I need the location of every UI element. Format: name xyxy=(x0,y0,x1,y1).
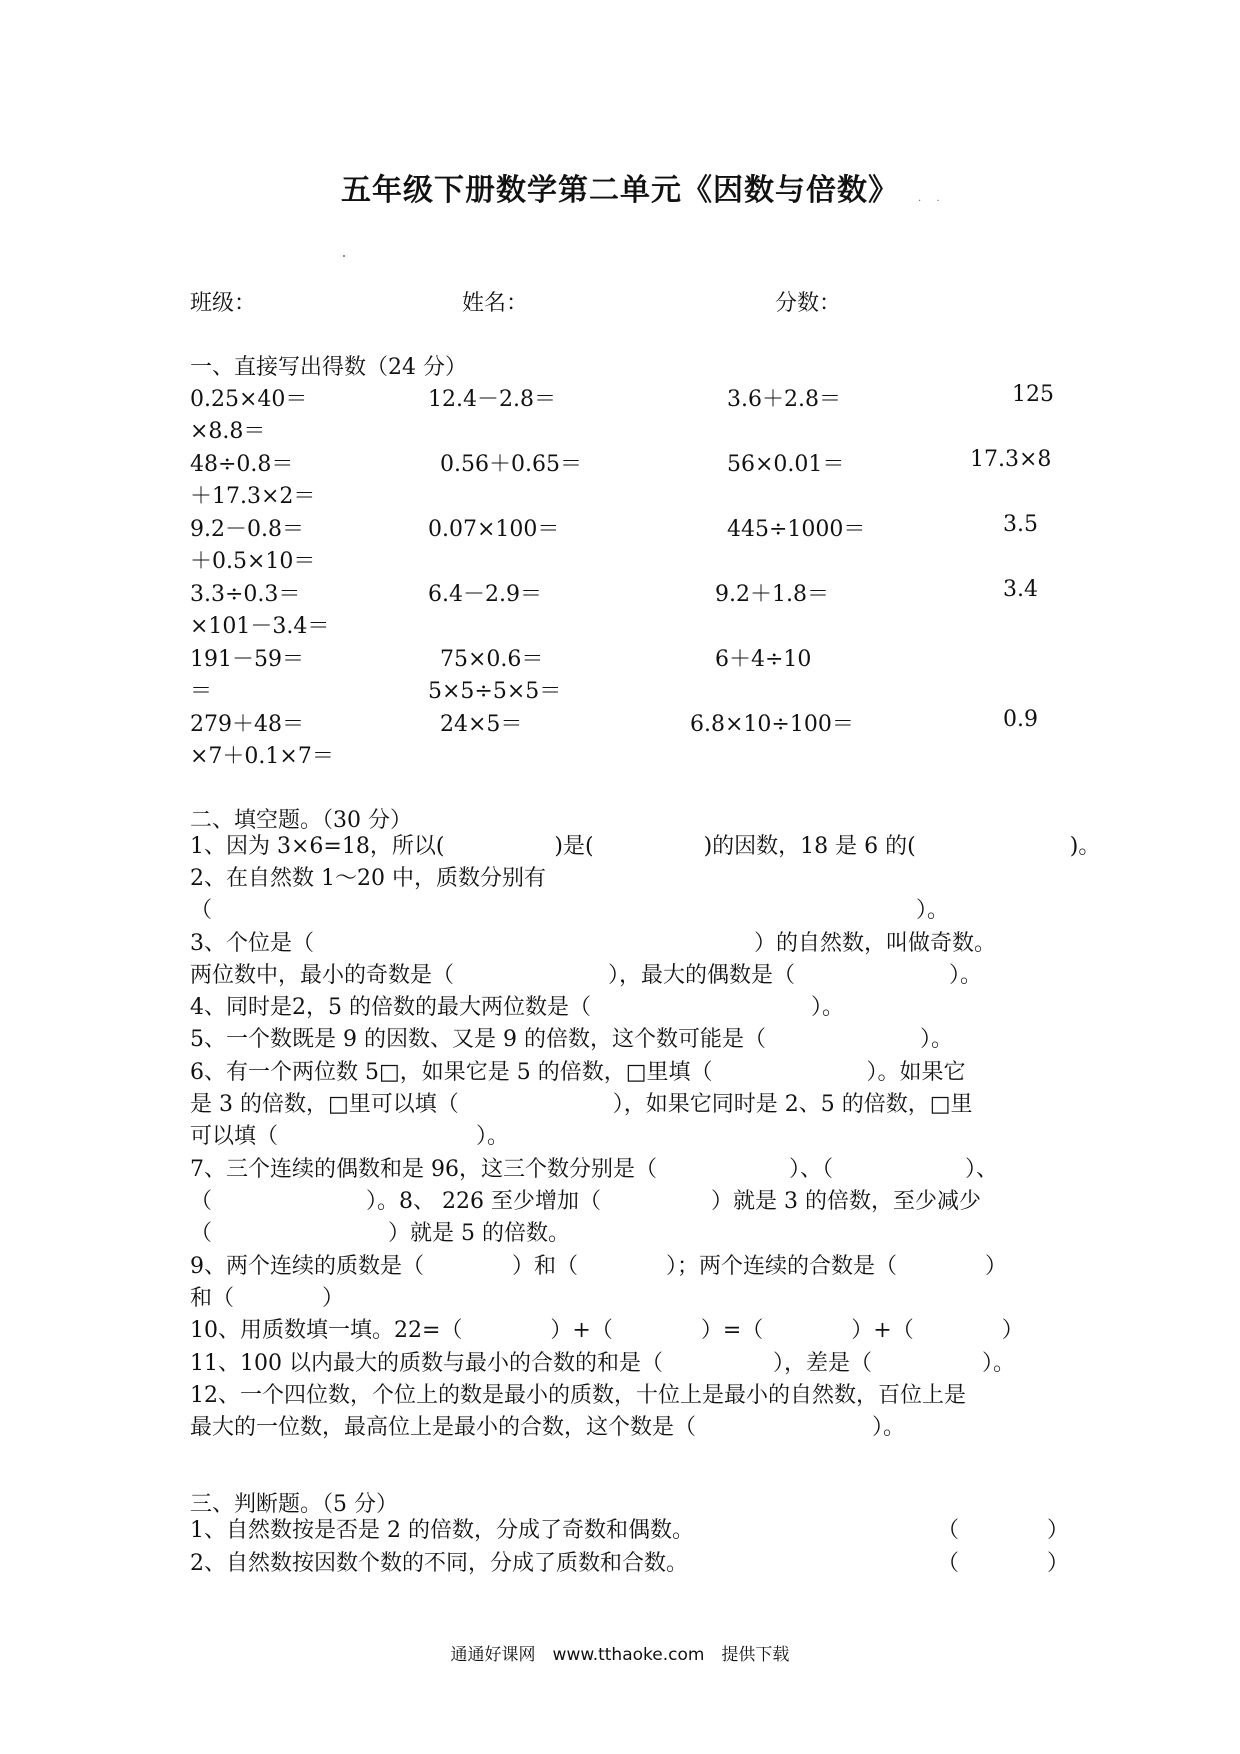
name-field-label: 姓名： xyxy=(462,291,529,316)
calc-item: 6＋4÷10 xyxy=(715,647,812,672)
calc-item: 48÷0.8＝ xyxy=(190,452,294,477)
calc-item-wrap: ＋0.5×10＝ xyxy=(190,549,316,574)
question-line: 和（ ） xyxy=(190,1286,345,1311)
question-line: 2、在自然数 1～20 中，质数分别有 xyxy=(190,866,546,891)
calc-item: 5×5÷5×5＝ xyxy=(428,679,562,704)
calc-item: 17.3×8 xyxy=(970,447,1052,472)
title-dots: . . xyxy=(918,193,946,204)
calc-item: 445÷1000＝ xyxy=(727,517,866,542)
calc-item-wrap: ＝ xyxy=(190,679,213,704)
question-line: 4、同时是2，5 的倍数的最大两位数是（ ）。 xyxy=(190,995,844,1020)
question-line: 1、因为 3×6=18，所以( )是( )的因数，18 是 6 的( )。 xyxy=(190,834,1101,859)
question-line: 3、个位是（ ）的自然数，叫做奇数。 xyxy=(190,931,996,956)
calc-item: 6.8×10÷100＝ xyxy=(690,712,854,737)
calc-item-wrap: ×101－3.4＝ xyxy=(190,614,330,639)
judgment-item-text: 1、自然数按是否是 2 的倍数，分成了奇数和偶数。 xyxy=(190,1518,694,1543)
calc-item: 56×0.01＝ xyxy=(727,452,845,477)
question-line: （ ）就是 5 的倍数。 xyxy=(190,1221,570,1246)
question-line: 5、一个数既是 9 的因数、又是 9 的倍数，这个数可能是（ ）。 xyxy=(190,1027,953,1052)
calc-item: 3.4 xyxy=(1003,577,1038,602)
class-field-label: 班级： xyxy=(190,291,257,316)
judgment-answer-bracket: （ ） xyxy=(937,1518,1070,1543)
section-heading-fill-in: 二、填空题。（30 分） xyxy=(190,808,412,833)
question-line: 12、一个四位数，个位上的数是最小的质数，十位上是最小的自然数，百位上是 xyxy=(190,1383,966,1408)
calc-item: 3.5 xyxy=(1003,512,1038,537)
judgment-answer-bracket: （ ） xyxy=(937,1551,1070,1576)
calc-item: 12.4－2.8＝ xyxy=(428,387,556,412)
calc-item-wrap: ×8.8＝ xyxy=(190,419,266,444)
question-line: 6、有一个两位数 5□，如果它是 5 的倍数，□里填（ ）。如果它 xyxy=(190,1060,966,1085)
calc-item-wrap: ＋17.3×2＝ xyxy=(190,484,316,509)
question-line: 最大的一位数，最高位上是最小的合数，这个数是（ ）。 xyxy=(190,1415,906,1440)
question-line: （ ）。 xyxy=(190,898,950,923)
calc-item: 3.3÷0.3＝ xyxy=(190,582,301,607)
calc-item: 0.56＋0.65＝ xyxy=(440,452,582,477)
section-heading-true-false: 三、判断题。（5 分） xyxy=(190,1492,398,1517)
calc-item: 6.4－2.9＝ xyxy=(428,582,542,607)
calc-item: 0.07×100＝ xyxy=(428,517,560,542)
question-line: 7、三个连续的偶数和是 96，这三个数分别是（ ）、（ ）、 xyxy=(190,1157,998,1182)
question-line: 是 3 的倍数，□里可以填（ ），如果它同时是 2、5 的倍数，□里 xyxy=(190,1092,973,1117)
footer-source: 通通好课网 www.tthaoke.com 提供下载 xyxy=(450,1645,790,1665)
calc-item: 9.2＋1.8＝ xyxy=(715,582,829,607)
question-line: 11、100 以内最大的质数与最小的合数的和是（ ），差是（ ）。 xyxy=(190,1351,1015,1376)
question-line: 9、两个连续的质数是（ ）和（ ）；两个连续的合数是（ ） xyxy=(190,1254,1007,1279)
question-line: 可以填（ ）。 xyxy=(190,1124,510,1149)
calc-item: 279＋48＝ xyxy=(190,712,304,737)
question-line: （ ）。8、 226 至少增加（ ）就是 3 的倍数，至少减少 xyxy=(190,1189,981,1214)
calc-item-wrap: ×7＋0.1×7＝ xyxy=(190,744,334,769)
judgment-item-text: 2、自然数按因数个数的不同，分成了质数和合数。 xyxy=(190,1551,688,1576)
scan-speck xyxy=(343,255,345,257)
question-line: 两位数中，最小的奇数是（ ），最大的偶数是（ ）。 xyxy=(190,963,983,988)
page-title: 五年级下册数学第二单元《因数与倍数》 xyxy=(341,173,899,208)
calc-item: 0.25×40＝ xyxy=(190,387,308,412)
section-heading-calculation: 一、直接写出得数（24 分） xyxy=(190,355,467,380)
calc-item: 191－59＝ xyxy=(190,647,304,672)
calc-item: 125 xyxy=(1012,382,1054,407)
calc-item: 24×5＝ xyxy=(440,712,523,737)
score-field-label: 分数： xyxy=(775,291,842,316)
question-line: 10、用质数填一填。22=（ ）+（ ）=（ ）+（ ） xyxy=(190,1318,1024,1343)
calc-item: 9.2－0.8＝ xyxy=(190,517,304,542)
calc-item: 3.6＋2.8＝ xyxy=(727,387,841,412)
calc-item: 75×0.6＝ xyxy=(440,647,544,672)
calc-item: 0.9 xyxy=(1003,707,1038,732)
